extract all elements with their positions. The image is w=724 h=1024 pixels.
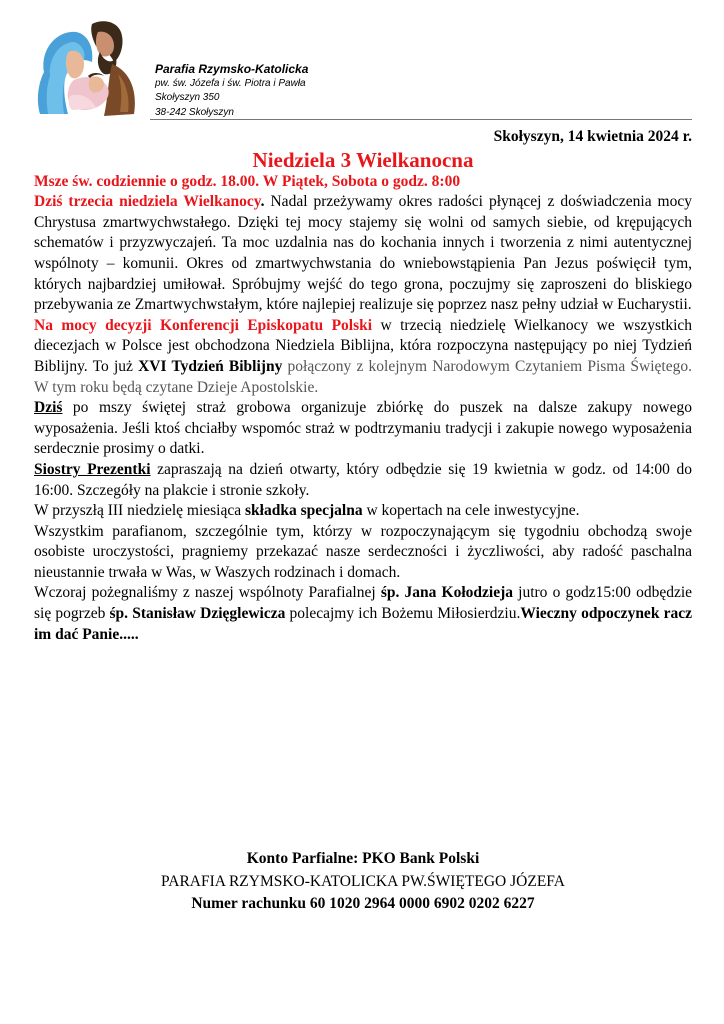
announcement-5-text: W przyszłą III niedzielę miesiąca [34,502,246,520]
announcement-7-text3: polecajmy ich Bożemu Miłosierdziu. [285,605,521,623]
announcement-2-lead: Na mocy decyzji Konferencji Episkopatu Polski [34,316,373,334]
announcement-3-lead: Dziś [34,399,63,417]
announcement-4 [34,460,692,501]
parish-name [155,62,308,77]
bulletin-date: Skołyszyn, 14 kwietnia 2024 r. [493,128,692,145]
parish-name-text: Parafia Rzymsko-Katolicka [155,62,309,76]
bulletin-title: Niedziela 3 Wielkanocna [252,147,474,172]
bank-name: Konto Parfialne: PKO Bank Polski [246,850,480,867]
announcement-2-text: w trzecią niedzielę Wielkanocy we wszystkich diecezjach w Polsce jest obchodzona Niedziela Biblijna, która rozpoczyna następujący po niej Tydzień Biblijny. To już [34,316,693,375]
announcement-5-text2: w kopertach na cele inwestycyjne. [362,502,580,520]
account-number: Numer rachunku 60 1020 2964 0000 6902 0202 6227 [191,895,535,912]
bulletin-content [34,127,692,645]
holy-family-logo [34,18,146,122]
parish-address-street: Skołyszyn 350 [155,92,220,103]
announcement-1-lead-end: . [260,193,265,211]
announcement-3-text: po mszy świętej straż grobowa organizuje zbiórkę do puszek na dalsze zakupy nowego wyposażenia. Jeśli ktoś chciałby wspomóc straż w podtrzymaniu tradycji i zakupie nowego wyposażenia serdecznie prosimy o datki. [34,399,692,458]
announcement-5 [34,501,692,522]
header-divider [150,119,692,120]
announcement-2-text2: połączony z kolejnym Narodowym Czytaniem Pisma Świętego. W tym roku będą czytane Dzieje Apostolskie. [34,357,692,396]
parish-dedication: pw. św. Józefa i św. Piotra i Pawła [155,77,306,89]
announcement-1-lead: Dziś trzecia niedziela Wielkanocy [34,193,261,211]
account-holder: PARAFIA RZYMSKO-KATOLICKA PW.ŚWIĘTEGO JÓZEFA [161,872,565,890]
announcement-7 [34,583,692,645]
announcement-1 [34,192,692,316]
announcement-5-bold: składka specjalna [245,502,363,520]
parish-header [155,62,308,120]
announcement-2 [34,316,692,398]
announcement-6 [34,522,692,584]
bank-account-footer [34,848,692,916]
announcement-7-bold2: śp. Stanisław Dzięglewicza [109,605,286,623]
parish-address-postcode: 38-242 Skołyszyn [155,106,234,118]
announcement-7-bold3: Wieczny odpoczynek racz im dać Panie..... [34,605,693,643]
mass-schedule: Msze św. codziennie o godz. 18.00. W Piątek, Sobota o godz. 8:00 [34,172,461,190]
announcement-2-bold: XVI Tydzień Biblijny [138,357,283,375]
announcement-7-text: Wczoraj pożegnaliśmy z naszej wspólnoty Parafialnej [34,584,381,602]
announcement-4-lead: Siostry Prezentki [34,460,151,478]
announcement-7-bold1: śp. Jana Kołodzieja [380,584,513,602]
announcement-7-text2: jutro o godz15:00 odbędzie się pogrzeb [34,584,693,623]
announcement-4-text: zapraszają na dzień otwarty, który odbędzie się 19 kwietnia w godz. od 14:00 do 16:00. Szczegóły na plakcie i stronie szkoły. [34,460,692,499]
announcement-3 [34,398,692,460]
announcement-6-text: Wszystkim parafianom, szczególnie tym, którzy w rozpoczynającym się tygodniu obchodzą swoje osobiste uroczystości, pragniemy przekazać nasze serdeczności i życzliwości, aby radość paschalna nieustannie trwała w Was, w Waszych rodzinach i domach. [34,522,692,581]
announcement-1-text: Nadal przeżywamy okres radości płynącej z doświadczenia mocy Chrystusa zmartwychwstałego. Dzięki tej mocy stajemy się wolni od samych siebie, od krępujących schematów i przyzwyczajeń. Ta moc uzdalnia nas do kochania innych i tworzenia z nimi autentycznej wspólnoty – komunii. Okres od zmartwychwstania do wniebowstąpienia Pan Jezus poświęcił tym, których najbardziej umiłował. Spróbujmy wejść do tego grona, poczujmy się zaproszeni do bliskiego przebywania ze Zmartwychwstałym, które najlepiej realizuje się poprzez nasz pełny udział w Eucharystii. [34,193,692,314]
